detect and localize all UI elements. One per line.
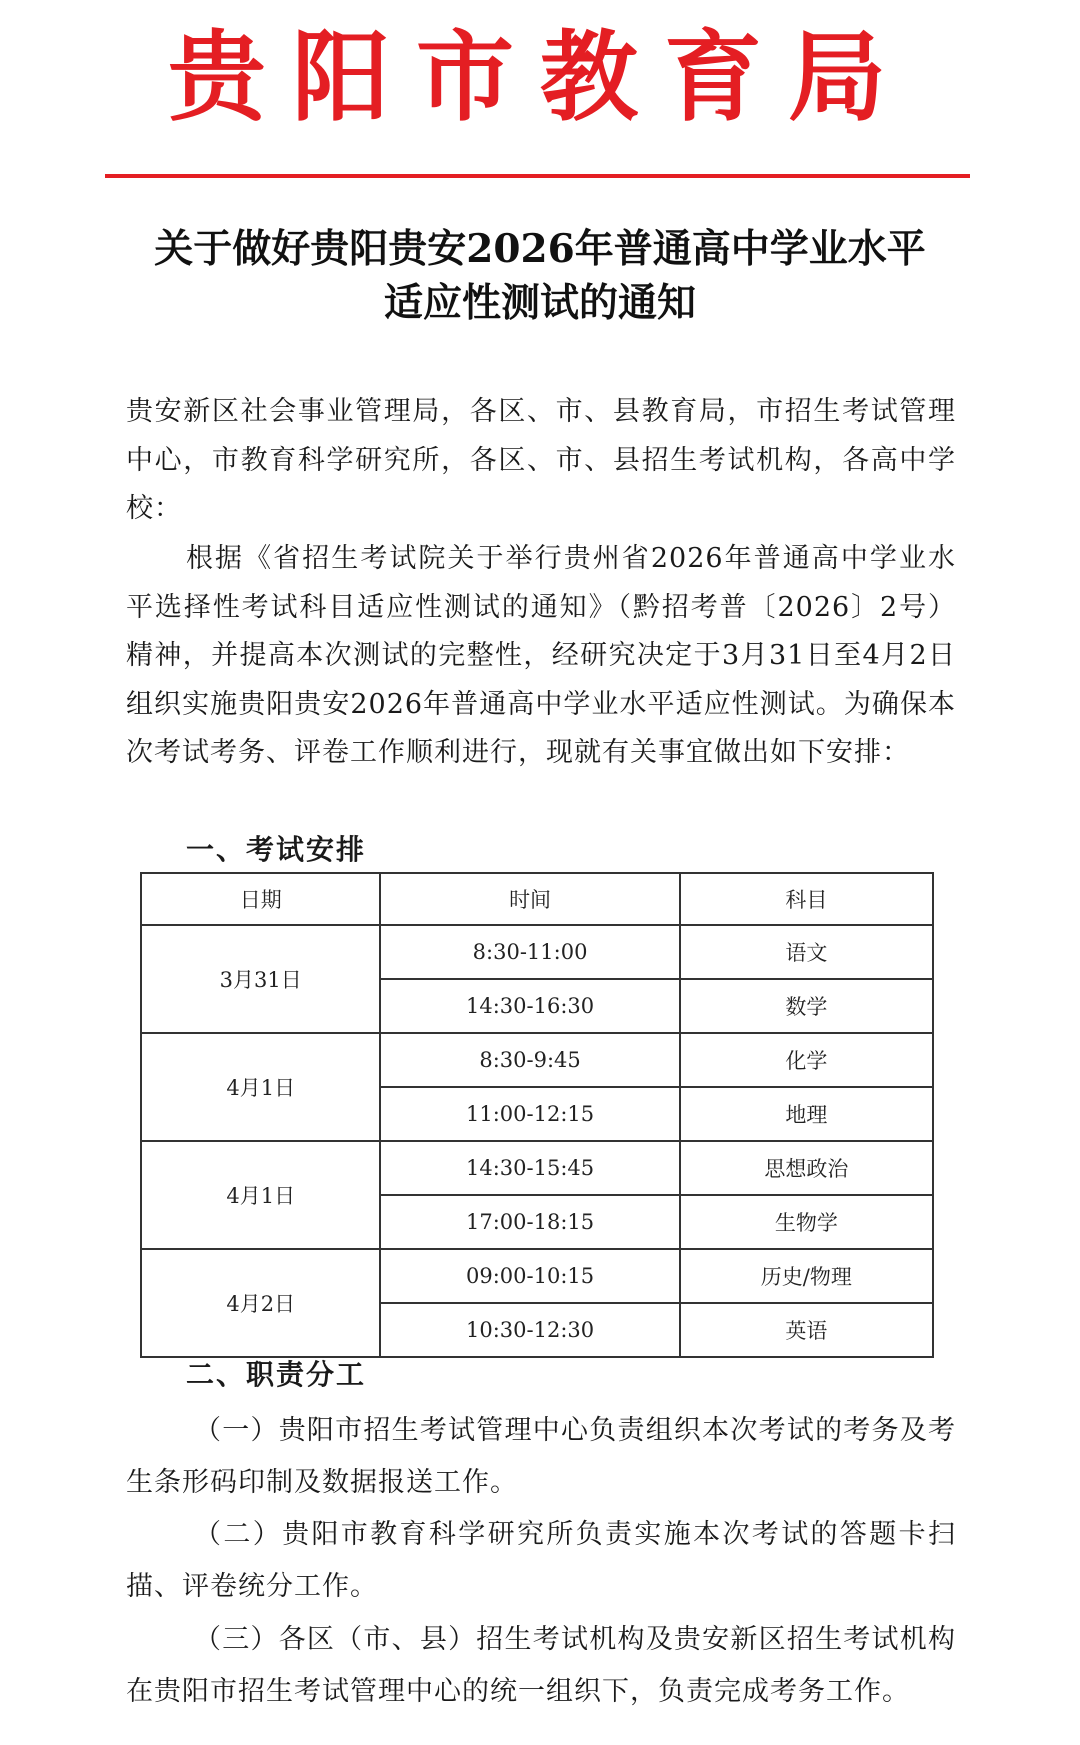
table-row bbox=[141, 1141, 933, 1195]
intro-paragraph: 根据《省招生考试院关于举行贵州省2026年普通高中学业水平选择性考试科目适应性测试的通知》（黔招考普〔2026〕2号）精神，并提高本次测试的完整性，经研究决定于3月31日至4月2日组织实施贵阳贵安2026年普通高中学业水平适应性测试。为确保本次考试考务、评卷工作顺利进行，现就有关事宜做出如下安排： bbox=[126, 543, 956, 768]
table-cell-time: 14:30-15:45 bbox=[380, 1141, 679, 1195]
table-cell-time: 09:00-10:15 bbox=[380, 1249, 679, 1303]
table-header-time: 时间 bbox=[380, 873, 679, 925]
table-row bbox=[141, 925, 933, 979]
duty-paragraph-1: （一）贵阳市招生考试管理中心负责组织本次考试的考务及考生条形码印制及数据报送工作。 bbox=[126, 1415, 956, 1498]
document-title bbox=[100, 222, 980, 330]
document-title-line-2: 适应性测试的通知 bbox=[383, 280, 696, 326]
table-header-subject: 科目 bbox=[680, 873, 933, 925]
section-heading-exam-schedule: 一、考试安排 bbox=[186, 833, 367, 866]
table-cell-time: 10:30-12:30 bbox=[380, 1303, 679, 1357]
table-cell-date: 4月1日 bbox=[141, 1033, 380, 1141]
exam-schedule-table bbox=[140, 872, 934, 1358]
table-cell-date: 3月31日 bbox=[141, 925, 380, 1033]
table-header-row bbox=[141, 873, 933, 925]
addressee-paragraph: 贵安新区社会事业管理局，各区、市、县教育局，市招生考试管理中心，市教育科学研究所，各区、市、县招生考试机构，各高中学校： bbox=[126, 396, 956, 524]
table-cell-subject: 英语 bbox=[680, 1303, 933, 1357]
table-cell-date: 4月1日 bbox=[141, 1141, 380, 1249]
duty-paragraph-2: （二）贵阳市教育科学研究所负责实施本次考试的答题卡扫描、评卷统分工作。 bbox=[126, 1519, 956, 1602]
table-cell-time: 11:00-12:15 bbox=[380, 1087, 679, 1141]
section-heading-duties: 二、职责分工 bbox=[186, 1358, 367, 1391]
table-cell-subject: 思想政治 bbox=[680, 1141, 933, 1195]
masthead-org-name: 贵阳市教育局 bbox=[167, 21, 912, 135]
table-cell-time: 8:30-11:00 bbox=[380, 925, 679, 979]
table-row bbox=[141, 1033, 933, 1087]
table-cell-time: 17:00-18:15 bbox=[380, 1195, 679, 1249]
table-cell-subject: 化学 bbox=[680, 1033, 933, 1087]
table-cell-subject: 地理 bbox=[680, 1087, 933, 1141]
document-title-line-1: 关于做好贵阳贵安2026年普通高中学业水平 bbox=[154, 226, 926, 272]
duty-paragraph-3: （三）各区（市、县）招生考试机构及贵安新区招生考试机构在贵阳市招生考试管理中心的统一组织下，负责完成考务工作。 bbox=[126, 1624, 956, 1707]
table-cell-time: 8:30-9:45 bbox=[380, 1033, 679, 1087]
table-cell-subject: 语文 bbox=[680, 925, 933, 979]
table-cell-subject: 生物学 bbox=[680, 1195, 933, 1249]
table-header-date: 日期 bbox=[141, 873, 380, 925]
table-row bbox=[141, 1249, 933, 1303]
table-cell-time: 14:30-16:30 bbox=[380, 979, 679, 1033]
table-cell-date: 4月2日 bbox=[141, 1249, 380, 1357]
table-cell-subject: 数学 bbox=[680, 979, 933, 1033]
masthead-red-rule bbox=[105, 174, 970, 178]
table-cell-subject: 历史/物理 bbox=[680, 1249, 933, 1303]
